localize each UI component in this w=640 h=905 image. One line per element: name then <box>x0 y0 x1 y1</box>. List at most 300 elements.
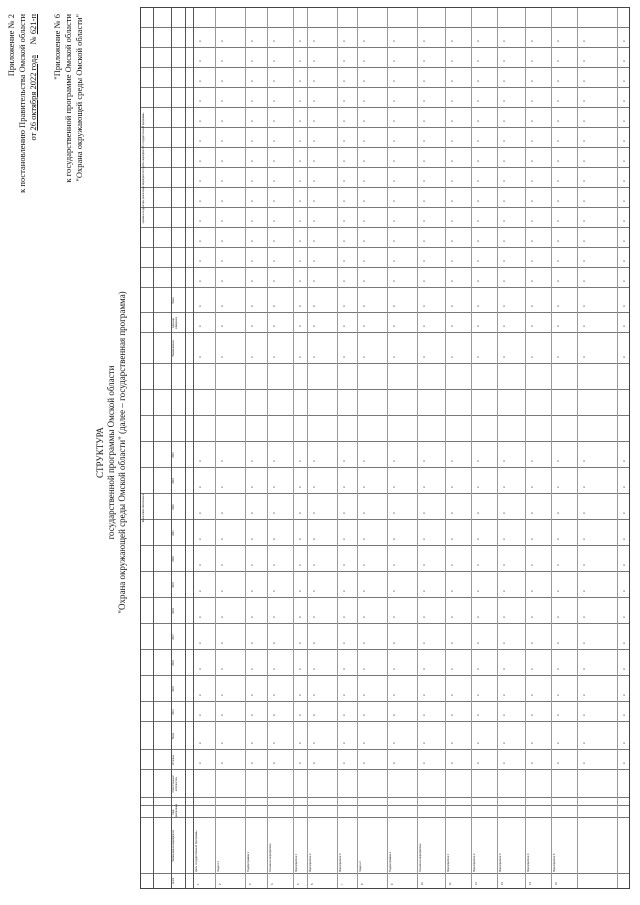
table-cell-value: X <box>423 564 426 566</box>
column-header: 2019 <box>172 582 175 588</box>
table-cell-value: X <box>273 140 276 142</box>
table-cell-value: X <box>423 616 426 618</box>
decree-line: к постановлению Правительства Омской области <box>17 14 27 193</box>
table-cell-value: X <box>531 325 534 327</box>
table-cell-value: X <box>423 80 426 82</box>
table-cell-value: X <box>251 512 254 514</box>
table-cell-value: X <box>299 100 302 102</box>
table-cell-value: X <box>557 762 560 764</box>
table-cell-value: X <box>313 40 316 42</box>
table-cell-value: X <box>393 100 396 102</box>
table-cell-value: X <box>313 512 316 514</box>
table-cell-value: X <box>273 762 276 764</box>
table-cell-value: X <box>503 694 506 696</box>
table-cell-value: X <box>363 714 366 716</box>
column-header: Ответственный исполнитель <box>172 775 178 793</box>
table-cell-value: X <box>313 538 316 540</box>
table-cell-value: X <box>299 668 302 670</box>
table-cell-value: X <box>313 486 316 488</box>
table-cell-value: X <box>251 120 254 122</box>
table-cell-value: X <box>531 140 534 142</box>
table-cell-value: X <box>273 325 276 327</box>
table-cell-value: X <box>583 160 586 162</box>
table-cell-value: X <box>273 120 276 122</box>
table-cell-value: X <box>199 280 202 282</box>
table-cell-value: X <box>199 356 202 358</box>
row-label: Мероприятие 3 <box>339 853 342 872</box>
table-cell-value: X <box>221 180 224 182</box>
table-cell-value: X <box>583 616 586 618</box>
table-cell-value: X <box>199 160 202 162</box>
table-cell-value: X <box>557 714 560 716</box>
table-cell-value: X <box>623 486 626 488</box>
table-cell-value: X <box>451 742 454 744</box>
table-cell-value: X <box>273 60 276 62</box>
table-cell-value: X <box>313 280 316 282</box>
table-cell-value: X <box>451 512 454 514</box>
column-header: Наименование мероприятия <box>172 830 175 862</box>
table-cell-value: X <box>531 280 534 282</box>
table-cell-value: X <box>363 100 366 102</box>
table-cell-value: X <box>531 486 534 488</box>
table-cell-value: X <box>273 512 276 514</box>
table-cell-value: X <box>199 60 202 62</box>
program-ref: к государственной программе Омской области <box>63 14 73 183</box>
table-cell-value: X <box>557 280 560 282</box>
row-index: 7 <box>341 883 344 885</box>
table-cell-value: X <box>503 40 506 42</box>
column-header: 2014 <box>172 709 175 715</box>
table-cell-value: X <box>477 200 480 202</box>
table-cell-value: X <box>531 642 534 644</box>
column-header: 2023 <box>172 478 175 484</box>
table-cell-value: X <box>557 538 560 540</box>
table-cell-value: X <box>583 120 586 122</box>
table-cell-value: X <box>451 220 454 222</box>
table-cell-value: X <box>251 200 254 202</box>
table-cell-value: X <box>423 460 426 462</box>
table-cell-value: X <box>623 590 626 592</box>
group-header-indicators: Целевые индикаторы реализации мероприятия (группы мероприятий) государственной программы <box>142 112 145 224</box>
table-cell-value: X <box>393 200 396 202</box>
table-cell-value: X <box>299 486 302 488</box>
table-cell-value: X <box>393 742 396 744</box>
row-index: 5 <box>297 883 300 885</box>
table-cell-value: X <box>423 668 426 670</box>
table-cell-value: X <box>583 668 586 670</box>
table-cell-value: X <box>221 160 224 162</box>
table-cell-value: X <box>583 590 586 592</box>
table-cell-value: X <box>363 538 366 540</box>
table-cell-value: X <box>363 305 366 307</box>
table-cell-value: X <box>557 220 560 222</box>
table-cell-value: X <box>221 60 224 62</box>
table-cell-value: X <box>313 160 316 162</box>
table-cell-value: X <box>503 280 506 282</box>
table-cell-value: X <box>477 60 480 62</box>
table-cell-value: X <box>477 694 480 696</box>
table-cell-value: X <box>451 260 454 262</box>
table-cell-value: X <box>273 538 276 540</box>
table-cell-value: X <box>299 325 302 327</box>
table-cell-value: X <box>583 714 586 716</box>
table-cell-value: X <box>393 460 396 462</box>
table-cell-value: X <box>221 140 224 142</box>
table-cell-value: X <box>623 160 626 162</box>
table-cell-value: X <box>343 180 346 182</box>
table-cell-value: X <box>199 220 202 222</box>
program-name: "Охрана окружающей среды Омской области" <box>74 14 84 182</box>
table-cell-value: X <box>451 460 454 462</box>
table-cell-value: X <box>251 180 254 182</box>
column-header: Единица измерения <box>172 317 178 330</box>
table-cell-value: X <box>557 642 560 644</box>
table-cell-value: X <box>477 762 480 764</box>
table-cell-value: X <box>583 40 586 42</box>
table-cell-value: X <box>393 220 396 222</box>
table-cell-value: X <box>313 200 316 202</box>
table-cell-value: X <box>393 486 396 488</box>
table-cell-value: X <box>451 140 454 142</box>
table-cell-value: X <box>313 460 316 462</box>
table-cell-value: X <box>583 260 586 262</box>
table-cell-value: X <box>623 180 626 182</box>
column-header: Источник <box>172 754 175 766</box>
table-cell-value: X <box>583 220 586 222</box>
table-cell-value: X <box>583 100 586 102</box>
title-line-2: государственной программы Омской области <box>106 365 116 540</box>
table-cell-value: X <box>557 668 560 670</box>
table-cell-value: X <box>313 100 316 102</box>
table-cell-value: X <box>451 180 454 182</box>
table-cell-value: X <box>623 512 626 514</box>
row-label: Основное мероприятие <box>419 843 422 872</box>
table-cell-value: X <box>313 642 316 644</box>
table-cell-value: X <box>199 325 202 327</box>
table-cell-value: X <box>299 538 302 540</box>
table-cell-value: X <box>313 325 316 327</box>
table-cell-value: X <box>583 80 586 82</box>
table-cell-value: X <box>477 220 480 222</box>
table-cell-value: X <box>221 714 224 716</box>
table-cell-value: X <box>299 694 302 696</box>
table-cell-value: X <box>251 742 254 744</box>
table-cell-value: X <box>313 240 316 242</box>
table-cell-value: X <box>251 564 254 566</box>
table-cell-value: X <box>273 616 276 618</box>
table-cell-value: X <box>477 260 480 262</box>
table-cell-value: X <box>477 356 480 358</box>
table-cell-value: X <box>273 486 276 488</box>
table-cell-value: X <box>623 762 626 764</box>
table-cell-value: X <box>557 260 560 262</box>
row-label: Мероприятие 3 <box>499 853 502 872</box>
table-cell-value: X <box>393 512 396 514</box>
table-cell-value: X <box>623 742 626 744</box>
row-label: Мероприятие 2 <box>473 853 476 872</box>
decree-date: 26 октября 2022 года <box>28 55 38 131</box>
table-cell-value: X <box>557 200 560 202</box>
table-cell-value: X <box>451 40 454 42</box>
column-header: 2020 <box>172 556 175 562</box>
table-cell-value: X <box>503 512 506 514</box>
table-cell-value: X <box>583 762 586 764</box>
table-cell-value: X <box>363 564 366 566</box>
table-cell-value: X <box>343 512 346 514</box>
table-cell-value: X <box>221 280 224 282</box>
table-cell-value: X <box>273 80 276 82</box>
table-cell-value: X <box>503 260 506 262</box>
table-cell-value: X <box>299 200 302 202</box>
table-cell-value: X <box>343 80 346 82</box>
table-cell-value: X <box>477 590 480 592</box>
table-cell-value: X <box>531 180 534 182</box>
row-label: Подпрограмма 2 <box>389 851 392 872</box>
table-cell-value: X <box>273 240 276 242</box>
table-cell-value: X <box>273 714 276 716</box>
table-cell-value: X <box>423 120 426 122</box>
table-cell-value: X <box>423 100 426 102</box>
table-cell-value: X <box>557 564 560 566</box>
row-index: 8 <box>361 883 364 885</box>
row-label: Мероприятие 1 <box>295 853 298 872</box>
table-cell-value: X <box>583 356 586 358</box>
column-header: Срок реализации <box>172 803 178 817</box>
table-cell-value: X <box>477 460 480 462</box>
table-cell-value: X <box>477 240 480 242</box>
table-cell-value: X <box>221 564 224 566</box>
table-cell-value: X <box>393 356 396 358</box>
table-cell-value: X <box>363 260 366 262</box>
table-cell-value: X <box>451 616 454 618</box>
table-cell-value: X <box>251 668 254 670</box>
table-cell-value: X <box>503 100 506 102</box>
table-cell-value: X <box>393 120 396 122</box>
table-cell-value: X <box>451 80 454 82</box>
table-cell-value: X <box>363 762 366 764</box>
row-index: 9 <box>391 883 394 885</box>
table-row-line <box>307 8 308 888</box>
table-cell-value: X <box>623 564 626 566</box>
table-cell-value: X <box>393 80 396 82</box>
appendix-header <box>6 14 39 314</box>
table-cell-value: X <box>299 140 302 142</box>
table-cell-value: X <box>343 460 346 462</box>
table-cell-value: X <box>199 590 202 592</box>
table-cell-value: X <box>273 590 276 592</box>
table-cell-value: X <box>423 160 426 162</box>
table-cell-value: X <box>343 160 346 162</box>
table-cell-value: X <box>313 80 316 82</box>
decree-number: 621-п <box>28 14 38 35</box>
column-header: № п/п <box>172 877 175 885</box>
table-cell-value: X <box>623 460 626 462</box>
table-cell-value: X <box>363 40 366 42</box>
table-cell-value: X <box>393 564 396 566</box>
table-cell-value: X <box>199 100 202 102</box>
table-cell-value: X <box>251 100 254 102</box>
table-cell-value: X <box>423 356 426 358</box>
table-cell-value: X <box>623 120 626 122</box>
table-cell-value: X <box>623 325 626 327</box>
table-cell-value: X <box>451 200 454 202</box>
table-cell-value: X <box>503 616 506 618</box>
table-cell-value: X <box>503 240 506 242</box>
table-cell-value: X <box>393 590 396 592</box>
table-cell-value: X <box>477 538 480 540</box>
table-cell-value: X <box>199 260 202 262</box>
table-cell-value: X <box>503 356 506 358</box>
table-cell-value: X <box>423 742 426 744</box>
table-cell-value: X <box>199 80 202 82</box>
table-cell-value: X <box>299 762 302 764</box>
table-cell-value: X <box>299 40 302 42</box>
table-cell-value: X <box>557 40 560 42</box>
table-cell-value: X <box>393 538 396 540</box>
table-cell-value: X <box>199 180 202 182</box>
table-cell-value: X <box>451 60 454 62</box>
table-cell-value: X <box>343 742 346 744</box>
table-header-line <box>185 8 186 888</box>
table-cell-value: X <box>503 590 506 592</box>
table-cell-value: X <box>251 762 254 764</box>
table-cell-value: X <box>251 538 254 540</box>
table-cell-value: X <box>251 714 254 716</box>
table-cell-value: X <box>423 538 426 540</box>
table-cell-value: X <box>477 486 480 488</box>
table-cell-value: X <box>343 668 346 670</box>
table-cell-value: X <box>477 100 480 102</box>
table-cell-value: X <box>423 180 426 182</box>
table-cell-value: X <box>531 40 534 42</box>
table-cell-value: X <box>423 140 426 142</box>
table-cell-value: X <box>221 538 224 540</box>
table-cell-value: X <box>273 280 276 282</box>
table-cell-value: X <box>343 486 346 488</box>
table-cell-value: X <box>477 140 480 142</box>
table-cell-value: X <box>221 742 224 744</box>
table-cell-value: X <box>477 714 480 716</box>
table-row-line <box>337 8 338 888</box>
table-cell-value: X <box>503 325 506 327</box>
table-cell-value: X <box>393 240 396 242</box>
table-cell-value: X <box>251 260 254 262</box>
table-cell-value: X <box>451 356 454 358</box>
table-cell-value: X <box>221 616 224 618</box>
table-cell-value: X <box>363 590 366 592</box>
table-cell-value: X <box>477 616 480 618</box>
program-appendix-number: "Приложение № 6 <box>52 14 62 80</box>
table-cell-value: X <box>221 80 224 82</box>
table-cell-value: X <box>199 616 202 618</box>
table-row-line <box>267 8 268 888</box>
table-cell-value: X <box>583 280 586 282</box>
table-cell-value: X <box>557 80 560 82</box>
table-cell-value: X <box>503 160 506 162</box>
table-cell-value: X <box>313 220 316 222</box>
table-cell-value: X <box>557 590 560 592</box>
title-line-3: "Охрана окружающей среды Омской области" (далее – государственная программа) <box>117 291 127 614</box>
table-cell-value: X <box>623 356 626 358</box>
table-cell-value: X <box>363 668 366 670</box>
table-cell-value: X <box>583 140 586 142</box>
table-cell-value: X <box>221 260 224 262</box>
table-cell-value: X <box>343 60 346 62</box>
table-cell-value: X <box>477 564 480 566</box>
table-cell-value: X <box>423 240 426 242</box>
table-cell-value: X <box>363 356 366 358</box>
row-label: Подпрограмма 1 <box>247 851 250 872</box>
table-cell-value: X <box>531 460 534 462</box>
table-cell-value: X <box>251 220 254 222</box>
column-header: Всего <box>172 297 175 304</box>
table-cell-value: X <box>393 60 396 62</box>
table-cell-value: X <box>531 590 534 592</box>
table-row-line <box>215 8 216 888</box>
table-cell-value: X <box>251 140 254 142</box>
table-cell-value: X <box>557 694 560 696</box>
table-cell-value: X <box>477 305 480 307</box>
table-cell-value: X <box>299 742 302 744</box>
table-cell-value: X <box>221 486 224 488</box>
table-cell-value: X <box>363 460 366 462</box>
table-row-line <box>417 8 418 888</box>
table-cell-value: X <box>343 325 346 327</box>
table-cell-value: X <box>557 60 560 62</box>
table-cell-value: X <box>583 538 586 540</box>
table-cell-value: X <box>363 240 366 242</box>
table-cell-value: X <box>557 180 560 182</box>
table-cell-value: X <box>299 60 302 62</box>
table-cell-value: X <box>531 240 534 242</box>
table-row-line <box>551 8 552 888</box>
table-cell-value: X <box>393 180 396 182</box>
column-header: 2015 <box>172 686 175 692</box>
table-row-line <box>357 8 358 888</box>
table-cell-value: X <box>363 742 366 744</box>
table-cell-value: X <box>299 590 302 592</box>
table-cell-value: X <box>343 40 346 42</box>
table-cell-value: X <box>477 180 480 182</box>
table-cell-value: X <box>313 140 316 142</box>
table-cell-value: X <box>557 742 560 744</box>
table-cell-value: X <box>299 120 302 122</box>
table-cell-value: X <box>299 260 302 262</box>
table-cell-value: X <box>313 60 316 62</box>
table-cell-value: X <box>451 668 454 670</box>
table-cell-value: X <box>299 512 302 514</box>
table-cell-value: X <box>623 40 626 42</box>
table-cell-value: X <box>503 742 506 744</box>
table-cell-value: X <box>299 356 302 358</box>
table-cell-value: X <box>503 486 506 488</box>
table-cell-value: X <box>393 616 396 618</box>
table-cell-value: X <box>343 240 346 242</box>
table-row-line <box>617 8 618 888</box>
table-cell-value: X <box>477 80 480 82</box>
table-cell-value: X <box>313 616 316 618</box>
row-index: 10 <box>421 882 424 885</box>
column-header: 2022 <box>172 504 175 510</box>
table-cell-value: X <box>273 356 276 358</box>
table-cell-value: X <box>299 220 302 222</box>
table-cell-value: X <box>273 100 276 102</box>
table-cell-value: X <box>451 694 454 696</box>
table-cell-value: X <box>299 616 302 618</box>
table-cell-value: X <box>313 714 316 716</box>
table-cell-value: X <box>557 120 560 122</box>
decree-date-line: от 26 октября 2022 года № 621-п <box>28 14 38 141</box>
